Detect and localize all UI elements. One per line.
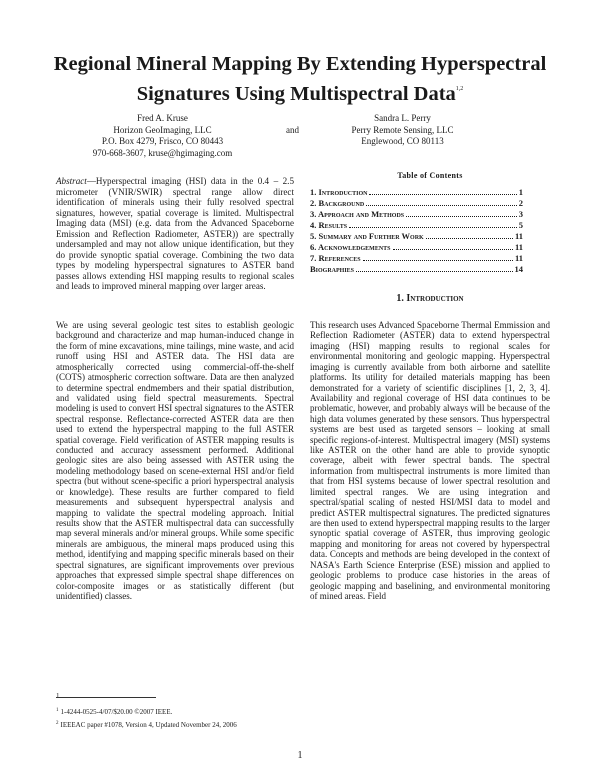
toc-entry[interactable]: Biographies 14 [310, 264, 523, 274]
author-address: P.O. Box 4279, Frisco, CO 80443 [101, 136, 224, 146]
page-number: 1 [297, 750, 303, 761]
toc-entry[interactable]: 5. Summary and Further Work 11 [310, 231, 523, 241]
footnote-1: $^1$ 1-4244-0525-4/07/$20.00 ©2007 IEEE. [56, 708, 173, 716]
author-block-2 [325, 113, 480, 148]
author-and: and [286, 124, 299, 135]
toc-entry[interactable]: 7. References 11 [310, 253, 523, 263]
author-block-1 [85, 113, 240, 159]
toc-entry[interactable]: 1. Introduction 1 [310, 187, 523, 197]
footnote-2: $^2$ IEEEAC paper #1078, Version 4, Updated November 24, 2006 [56, 721, 237, 729]
author-org: Perry Remote Sensing, LLC [351, 124, 454, 135]
title-line-2: Signatures Using Multispectral Data [136, 83, 456, 105]
title-footnote-marker: 1,2 [455, 86, 464, 92]
toc-entry[interactable]: 2. Background 2 [310, 198, 523, 208]
paper-title [40, 52, 560, 107]
title-line-1: Regional Mineral Mapping By Extending Hyperspectral [53, 53, 547, 75]
author-name: Fred A. Kruse [137, 113, 188, 123]
author-contact: 970-668-3607, kruse@hgimaging.com [92, 147, 233, 158]
footnote-divider [56, 697, 156, 698]
section-heading-introduction: 1. Introduction [396, 293, 464, 304]
footnote-rule-marker: 1 [56, 692, 60, 700]
author-address: Englewood, CO 80113 [361, 136, 444, 146]
toc-title: Table of Contents [397, 171, 463, 180]
abstract [56, 176, 294, 292]
toc-entry[interactable]: 6. Acknowledgements 11 [310, 242, 523, 252]
toc-entry[interactable]: 3. Approach and Methods 3 [310, 209, 523, 219]
abstract-text: —Hyperspectral imaging (HSI) data in the 0.4 – 2.5 micrometer (VNIR/SWIR) spectral range allow direct identification of minerals using their fully resolved spectral signatures, however, spatial coverage is limited. Multispectral Imaging data (MSI) (e.g. data from the Advanced Spaceborne Emission and Reflection Radiometer, ASTER)) are spectrally undersampled and may not allow unique identification, but they do provide synoptic spatial coverage. Combining the two data types by modeling hyperspectral signatures to ASTER band passes allows extending HSI mapping results to regional scales and leads to improved mineral mapping over larger areas. [56, 176, 294, 291]
author-name: Sandra L. Perry [374, 113, 431, 123]
table-of-contents [310, 187, 523, 275]
right-column-body: This research uses Advanced Spaceborne Thermal Emmission and Reflection Radiometer (ASTER) data to extend hyperspectral imaging (HSI) mapping results to regional scales for environmental monitoring and geologic mapping. Hyperspectral imaging is currently available from both airborne and satellite platforms. Its utility for detailed materials mapping has been demonstrated for a variety of scientific disciplines [1, 2, 3, 4]. Availability and regional coverage of HSI data continues to be problematic, however, and probably always will be because of the high data volumes generated by these sensors. Thus hyperspectral systems are best used as targeted sensors – looking at small specific regions-of-interest. Multispectral imagery (MSI) systems like ASTER on the other hand are able to provide synoptic coverage, albeit with fewer spectral bands. The spectral information from multispectral instruments is more limited than that from HSI systems because of lower spectral resolution and limited spectral ranges. We are using integration and spectral/spatial scaling of nested HSI/MSI data to model and predict ASTER multispectral signatures. The predicted signatures are then used to extend hyperspectral mapping results to the larger synoptic spatial coverage of ASTER, thus improving geologic mapping and monitoring for areas not covered by hyperspectral data. Concepts and methods are being developed in the context of NASA's Earth Science Enterprise (ESE) mission and applied to geologic problems to produce case histories in the areas of geologic mapping and baselining, and environmental monitoring of mined areas. Field [310, 320, 550, 601]
abstract-label: Abstract [56, 176, 87, 186]
toc-entry[interactable]: 4. Results 5 [310, 220, 523, 230]
author-org: Horizon GeoImaging, LLC [113, 124, 212, 135]
left-column-body: We are using several geologic test sites to establish geologic background and characterize and map human-induced change in the form of mine excavations, mine tailings, mine waste, and acid runoff using HSI and ASTER data. The HSI data are atmospherically corrected using commercial-off-the-shelf (COTS) atmospheric correction software. Data are then analyzed to determine spectral endmembers and their spatial distribution, and validated using field spectral measurements. Spectral modeling is used to convert HSI spectral signatures to the ASTER spectral response. Reflectance-corrected ASTER data are then used to extend the hyperspectral mapping to the full ASTER spatial coverage. Field verification of ASTER mapping results is conducted and accuracy assessment performed. Additional geologic sites are also being assessed with ASTER using the modeling methodology based on scene-external HSI and/or field spectra (but without scene-specific a priori hyperspectral analysis or knowledge). These results are further compared to field measurements and subsequent hyperspectral analysis and mapping to validate the spectral modeling approach. Initial results show that the ASTER multispectral data can successfully map several minerals and/or mineral groups. While some specific minerals are ambiguous, the mineral maps produced using this method, identifying and mapping specific minerals based on their spectral signatures, are significant improvements over previous approaches that expressed simple spectral shape differences on color-composite images or as statistically different (but unidentified) classes. [56, 320, 294, 601]
